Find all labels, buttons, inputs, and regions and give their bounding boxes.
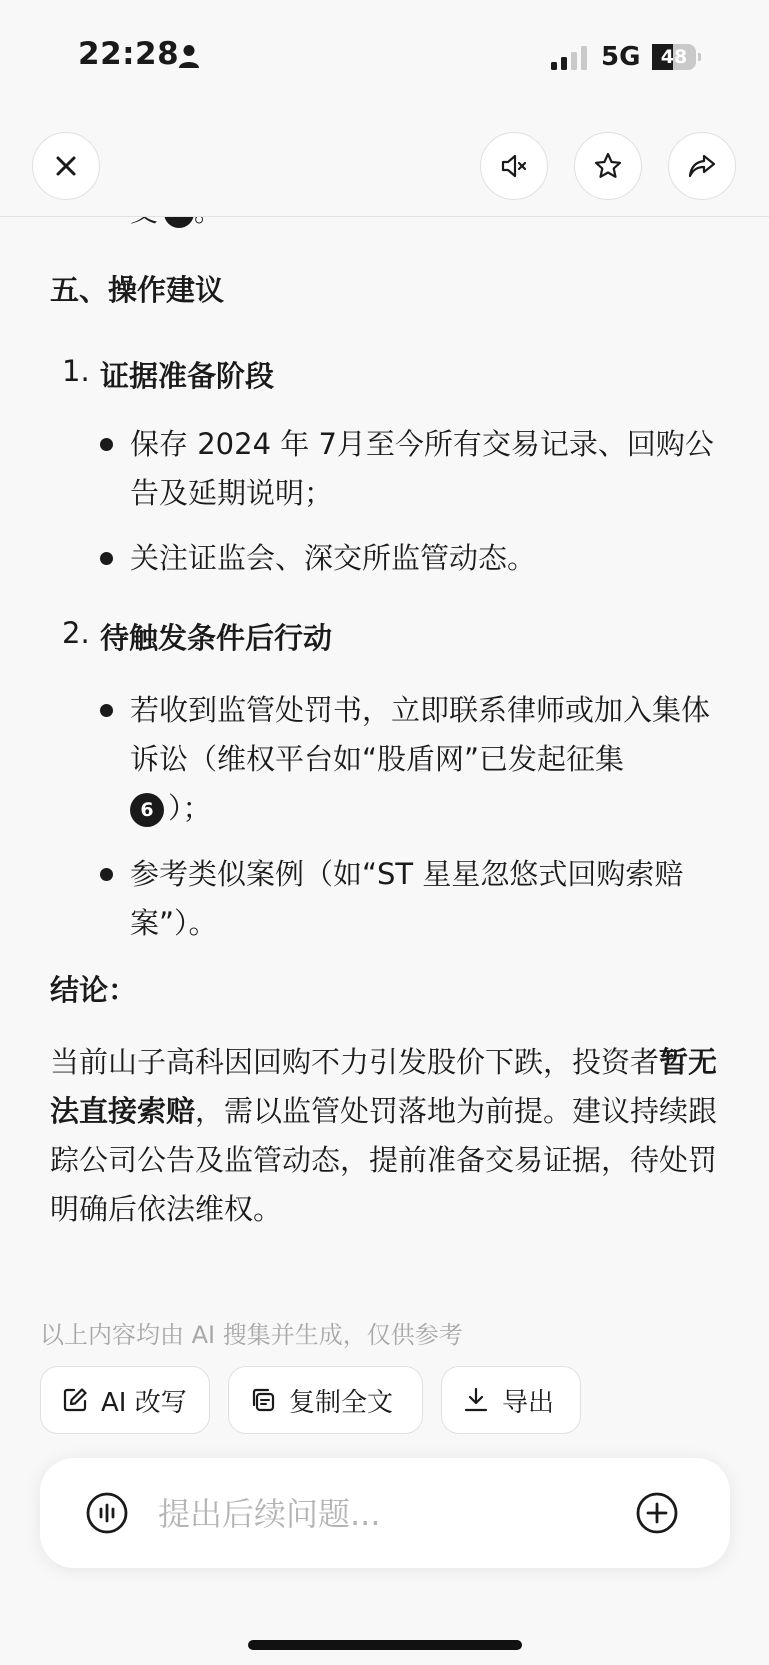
bullet-dot bbox=[100, 704, 113, 717]
ai-rewrite-button[interactable]: AI 改写 bbox=[40, 1366, 210, 1434]
share-icon bbox=[687, 151, 717, 181]
status-bar bbox=[0, 0, 769, 110]
copy-icon bbox=[249, 1386, 277, 1414]
conclusion-paragraph: 当前山子高科因回购不力引发股价下跌，投资者暂无法直接索赔，需以监管处罚落地为前提。建议持续跟踪公司公告及监管动态，提前准备交易证据，待处罚明确后依法维权。 bbox=[50, 1045, 718, 1226]
voice-icon[interactable] bbox=[86, 1492, 128, 1534]
bold-emphasis: 暂无法直接索赔 bbox=[50, 1045, 718, 1128]
mute-button[interactable] bbox=[480, 132, 548, 200]
battery-level: 48 bbox=[660, 46, 688, 68]
ai-disclaimer: 以上内容均由 AI 搜集并生成，仅供参考 bbox=[40, 1321, 463, 1349]
person-icon bbox=[178, 44, 200, 68]
favorite-button[interactable] bbox=[574, 132, 642, 200]
plus-icon[interactable] bbox=[636, 1492, 678, 1534]
toolbar bbox=[0, 110, 769, 217]
download-icon bbox=[462, 1386, 490, 1414]
export-button[interactable]: 导出 bbox=[441, 1366, 581, 1434]
bullet-text: 参考类似案例（如“ST 星星忽悠式回购索赔案”）。 bbox=[130, 857, 684, 940]
list-item-title: 待触发条件后行动 bbox=[100, 621, 333, 655]
status-time: 22:28 bbox=[78, 36, 180, 72]
list-number: 1. bbox=[62, 354, 90, 388]
bullet-text: 若收到监管处罚书，立即联系律师或加入集体诉讼（维权平台如“股盾网”已发起征集 6 ）； bbox=[130, 693, 711, 825]
list-number: 2. bbox=[62, 616, 90, 650]
bullet-dot bbox=[100, 438, 113, 451]
close-button[interactable] bbox=[32, 132, 100, 200]
conclusion-label: 结论： bbox=[50, 973, 138, 1007]
bullet-text: 关注证监会、深交所监管动态。 bbox=[130, 541, 537, 575]
section-heading: 五、操作建议 bbox=[50, 273, 225, 307]
citation-badge[interactable]: 6 bbox=[130, 793, 164, 827]
star-icon bbox=[593, 151, 623, 181]
edit-icon bbox=[61, 1386, 89, 1414]
bullet-text: 保存 2024 年 7月至今所有交易记录、回购公告及延期说明； bbox=[130, 427, 714, 510]
network-label: 5G bbox=[601, 42, 641, 72]
close-icon bbox=[51, 151, 81, 181]
copy-all-button[interactable]: 复制全文 bbox=[228, 1366, 423, 1434]
follow-up-input[interactable] bbox=[156, 1486, 580, 1542]
bullet-dot bbox=[100, 868, 113, 881]
answer-content bbox=[0, 216, 769, 1296]
signal-icon bbox=[551, 46, 589, 70]
list-item-title: 证据准备阶段 bbox=[100, 359, 275, 393]
mute-icon bbox=[499, 151, 529, 181]
share-button[interactable] bbox=[668, 132, 736, 200]
home-indicator bbox=[248, 1640, 522, 1650]
bullet-dot bbox=[100, 552, 113, 565]
follow-up-bar bbox=[40, 1458, 730, 1568]
battery-icon bbox=[652, 44, 700, 70]
